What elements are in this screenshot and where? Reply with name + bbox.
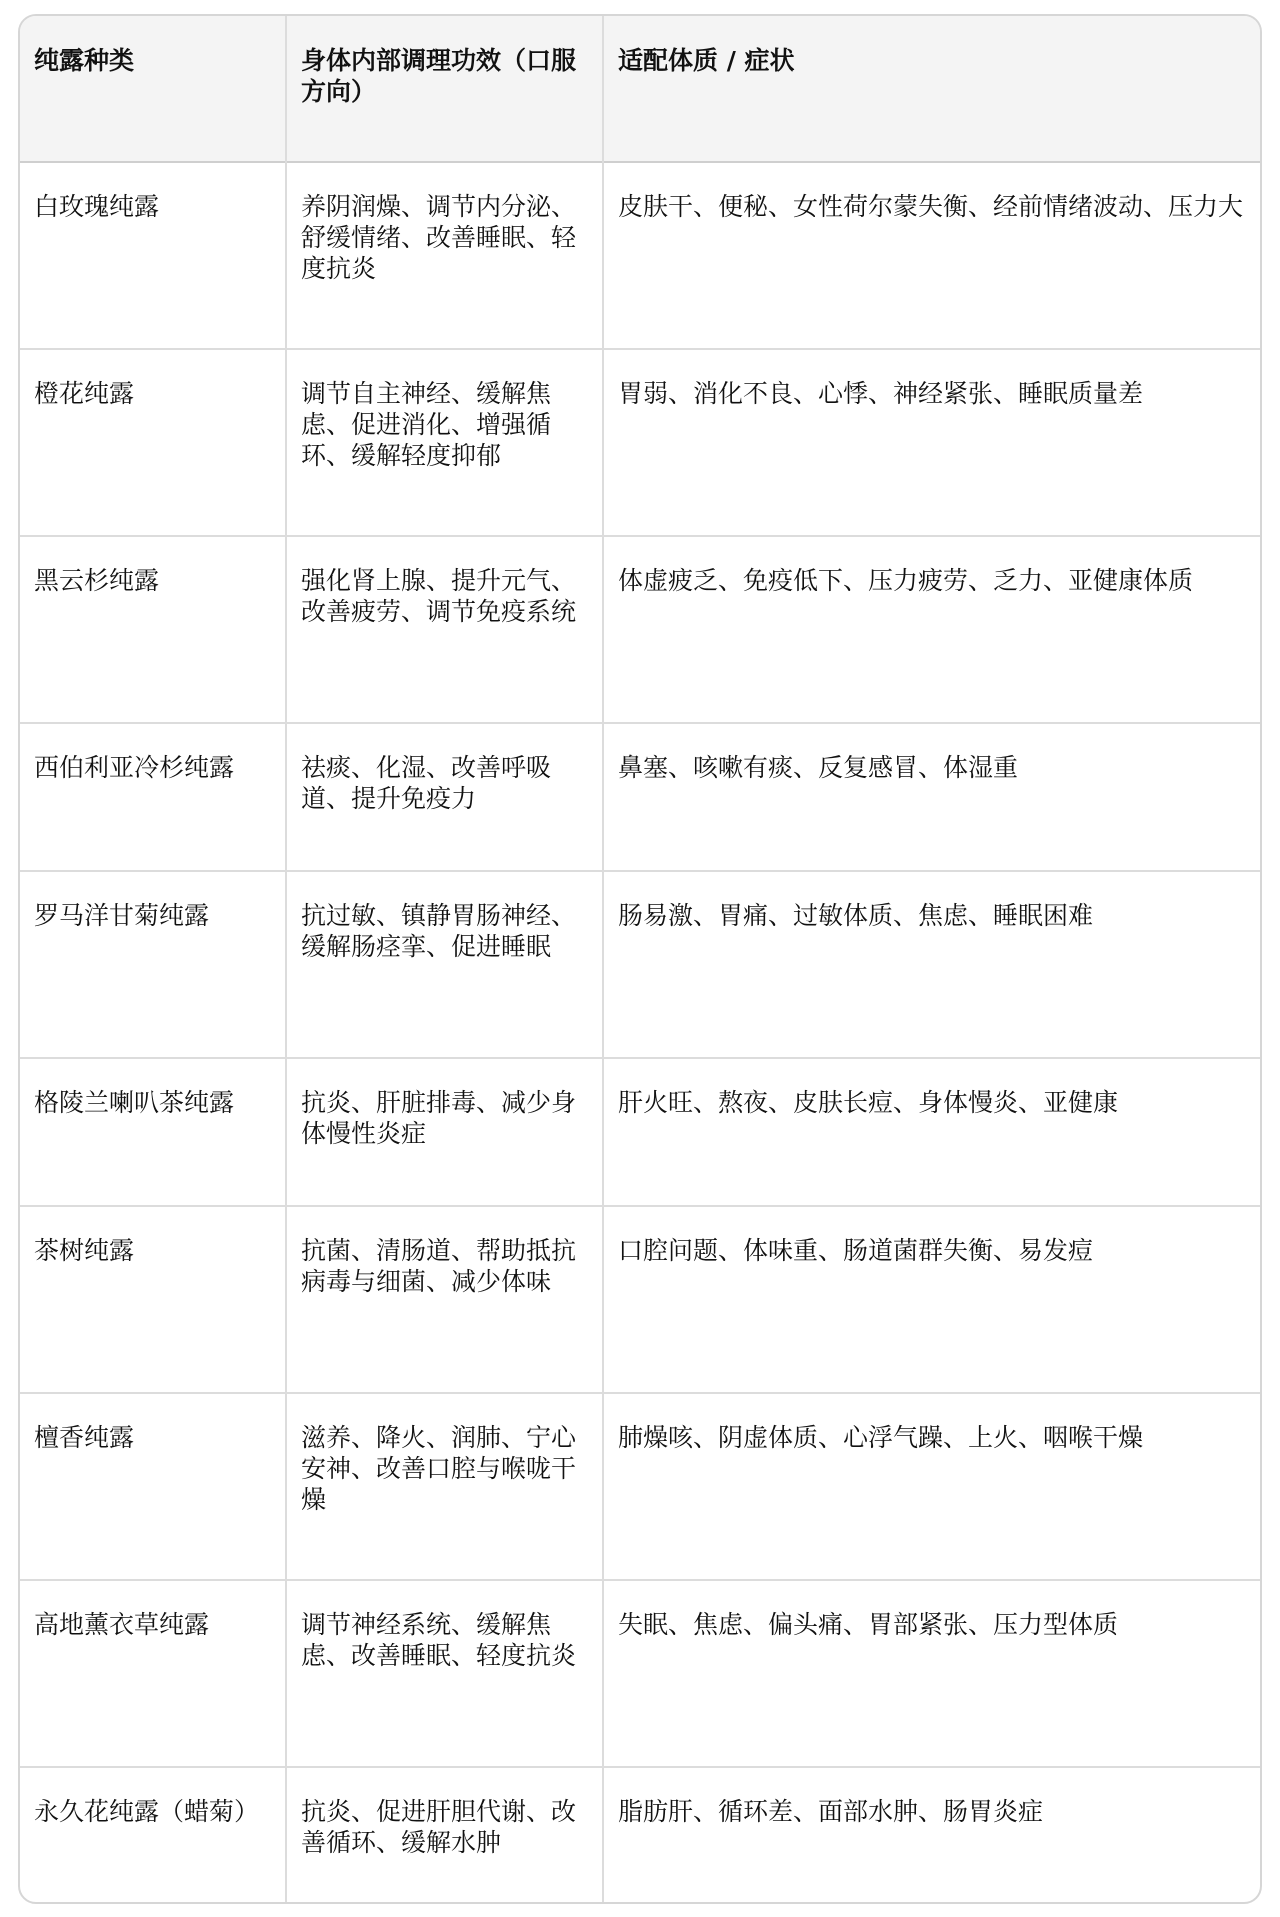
cell-symptoms: 鼻塞、咳嗽有痰、反复感冒、体湿重 [603, 723, 1260, 871]
table-row [20, 1767, 1260, 1904]
cell-benefits: 调节自主神经、缓解焦虑、促进消化、增强循环、缓解轻度抑郁 [286, 349, 603, 536]
cell-benefits: 抗炎、促进肝胆代谢、改善循环、缓解水肿 [286, 1767, 603, 1904]
cell-hydrosol-name: 檀香纯露 [34, 1423, 135, 1452]
cell-hydrosol-name: 永久花纯露（蜡菊） [34, 1797, 260, 1826]
cell-symptoms: 体虚疲乏、免疫低下、压力疲劳、乏力、亚健康体质 [603, 536, 1260, 723]
cell-benefits: 抗过敏、镇静胃肠神经、缓解肠痉挛、促进睡眠 [286, 871, 603, 1058]
cell-hydrosol-name: 高地薰衣草纯露 [34, 1610, 210, 1639]
cell-hydrosol-name: 罗马洋甘菊纯露 [34, 901, 210, 930]
cell-symptoms: 皮肤干、便秘、女性荷尔蒙失衡、经前情绪波动、压力大 [603, 162, 1260, 349]
table-header-row [20, 16, 1260, 162]
header-suitable-constitution: 适配体质 / 症状 [603, 16, 1260, 162]
cell-hydrosol-name: 西伯利亚冷杉纯露 [34, 753, 235, 782]
cell-hydrosol-name: 橙花纯露 [34, 379, 135, 408]
cell-symptoms: 肝火旺、熬夜、皮肤长痘、身体慢炎、亚健康 [603, 1058, 1260, 1206]
cell-symptoms: 口腔问题、体味重、肠道菌群失衡、易发痘 [603, 1206, 1260, 1393]
cell-symptoms: 肠易激、胃痛、过敏体质、焦虑、睡眠困难 [603, 871, 1260, 1058]
cell-hydrosol-name: 格陵兰喇叭茶纯露 [34, 1088, 235, 1117]
cell-benefits: 调节神经系统、缓解焦虑、改善睡眠、轻度抗炎 [286, 1580, 603, 1767]
header-internal-benefits: 身体内部调理功效（口服方向） [286, 16, 603, 162]
table-row [20, 162, 1260, 349]
cell-hydrosol-name: 黑云杉纯露 [34, 566, 160, 595]
cell-symptoms: 脂肪肝、循环差、面部水肿、肠胃炎症 [603, 1767, 1260, 1904]
cell-benefits: 抗炎、肝脏排毒、减少身体慢性炎症 [286, 1058, 603, 1206]
cell-hydrosol-name: 白玫瑰纯露 [34, 192, 160, 221]
cell-benefits: 养阴润燥、调节内分泌、舒缓情绪、改善睡眠、轻度抗炎 [286, 162, 603, 349]
table-row [20, 1206, 1260, 1393]
table-row [20, 1393, 1260, 1580]
cell-benefits: 祛痰、化湿、改善呼吸道、提升免疫力 [286, 723, 603, 871]
header-hydrosol-type: 纯露种类 [20, 16, 286, 162]
cell-symptoms: 失眠、焦虑、偏头痛、胃部紧张、压力型体质 [603, 1580, 1260, 1767]
table-row [20, 723, 1260, 871]
cell-symptoms: 胃弱、消化不良、心悸、神经紧张、睡眠质量差 [603, 349, 1260, 536]
cell-symptoms: 肺燥咳、阴虚体质、心浮气躁、上火、咽喉干燥 [603, 1393, 1260, 1580]
table-row [20, 536, 1260, 723]
table-row [20, 1058, 1260, 1206]
cell-benefits: 抗菌、清肠道、帮助抵抗病毒与细菌、减少体味 [286, 1206, 603, 1393]
table-container [18, 14, 1262, 1904]
hydrosol-table [20, 16, 1260, 1904]
table-row [20, 871, 1260, 1058]
cell-hydrosol-name: 茶树纯露 [34, 1236, 135, 1265]
table-row [20, 349, 1260, 536]
cell-benefits: 滋养、降火、润肺、宁心安神、改善口腔与喉咙干燥 [286, 1393, 603, 1580]
cell-benefits: 强化肾上腺、提升元气、改善疲劳、调节免疫系统 [286, 536, 603, 723]
table-row [20, 1580, 1260, 1767]
